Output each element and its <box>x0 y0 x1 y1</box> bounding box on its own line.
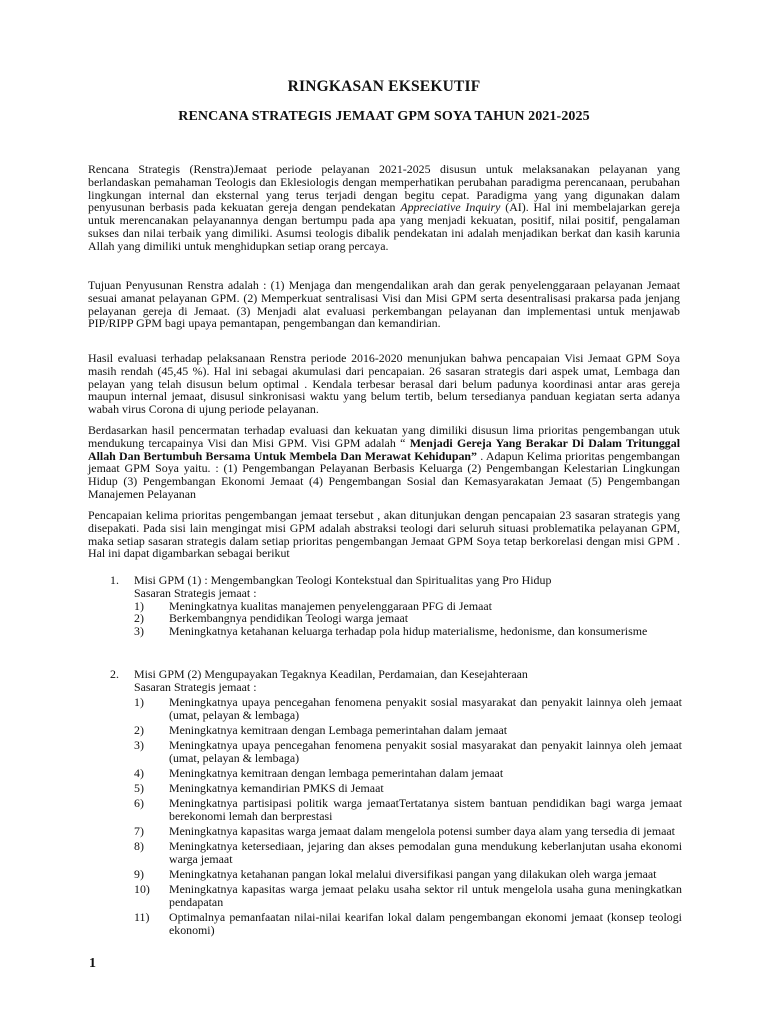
list-item-number: 3) <box>134 737 144 752</box>
misi-title: Misi GPM (1) : Mengembangkan Teologi Kontekstual dan Spiritualitas yang Pro Hidup <box>134 573 552 587</box>
list-item <box>110 911 682 937</box>
page-number: 1 <box>89 956 96 971</box>
list-item-number: 7) <box>134 823 144 838</box>
paragraph-hasil-evaluasi: Hasil evaluasi terhadap pelaksanaan Renstra periode 2016-2020 menunjukan bahwa pencapaian Visi Jemaat GPM Soya masih rendah (45,45 %). Hal ini sebagai akumulasi dari pencapaian. 26 sasaran strategis dari aspek umat, Lembaga dan pelayan yang telah disusun belum optimal . Kendala terbesar berasal dari belum padunya koordinasi antar aras gereja maupun internal jemaat, disusul sinkronisasi waktu yang belum tertib, belum tersedianya panduan kegiatan serta adanya wabah virus Corona di ujung periode pelayanan. <box>88 351 680 417</box>
paragraph-text: . Adapun Kelima prioritas pengembangan jemaat GPM Soya yaitu. : (1) Pengembangan Pelayanan Berbasis Keluarga (2) Pengembangan Kelestarian Lingkungan Hidup (3) Pengembangan Ekonomi Jemaat (4) Pengembangan Sosial dan Kemasyarakatan Jemaat (5) Pengembangan Manajemen Pelayanan <box>88 448 680 501</box>
list-item-text: Meningkatnya kapasitas warga jemaat dalam mengelola potensi sumber daya alam yang tersedia di jemaat <box>169 823 675 838</box>
paragraph-text: Rencana Strategis (Renstra)Jemaat periode pelayanan 2021-2025 disusun untuk melaksanakan pelayanan yang berlandaskan pemahaman Teologis dan Eklesiologis dengan memperhatikan perubahan paradigma perencanaan, perubahan lingkungan internal dan eksternal yang terus terjadi dengan begitu cepat. Paradigma yang yang digunakan dalam penyusunan berbasis pada kekuatan gereja dengan pendekatan <box>88 162 680 215</box>
sasaran-label: Sasaran Strategis jemaat : <box>134 679 257 694</box>
list-item-text: Meningkatnya kemitraan dengan Lembaga pemerintahan dalam jemaat <box>169 722 508 737</box>
list-item <box>110 782 682 795</box>
list-item <box>110 825 682 838</box>
misi-number: 2. <box>110 667 119 681</box>
list-item <box>110 739 682 765</box>
misi-number: 1. <box>110 573 119 587</box>
paragraph-text: (AI). Hal ini membelajarkan gereja untuk merencanakan pelayanannya dengan bertumpu pada apa yang menjadi kekuatan, positif, nilai positif, pengalaman sukses dan nilai terbaik yang dimiliki. Asumsi teologis dibalik pendekatan ini adalah menjadikan berkat dan kasih karunia Allah yang dimiliki untuk menghidupkan setiap orang percaya. <box>88 200 680 253</box>
list-item-number: 1) <box>134 598 144 613</box>
list-item-text: Meningkatnya kemandirian PMKS di Jemaat <box>169 780 384 795</box>
document-title: RINGKASAN EKSEKUTIF <box>287 78 481 95</box>
list-item <box>110 724 682 737</box>
list-item-text: Meningkatnya upaya pencegahan fenomena penyakit sosial masyarakat dan penyakit lainnya oleh jemaat (umat, pelayan & lembaga) <box>169 737 682 765</box>
list-item <box>110 840 682 866</box>
list-item-text: Meningkatnya kapasitas warga jemaat pelaku usaha sektor ril untuk mengelola usaha guna meningkatkan pendapatan <box>169 881 682 909</box>
list-item <box>110 797 682 823</box>
paragraph-prioritas <box>88 424 680 501</box>
list-item-number: 11) <box>134 909 150 924</box>
list-item <box>110 625 682 638</box>
list-item-text: Meningkatnya upaya pencegahan fenomena penyakit sosial masyarakat dan penyakit lainnya oleh jemaat (umat, pelayan & lembaga) <box>169 694 682 722</box>
list-item-number: 6) <box>134 795 144 810</box>
list-item-text: Berkembangnya pendidikan Teologi warga jemaat <box>169 611 409 626</box>
paragraph-renstra-intro <box>88 163 680 253</box>
list-item <box>110 868 682 881</box>
misi-heading <box>110 574 682 587</box>
list-item-number: 9) <box>134 866 144 881</box>
misi-title: Misi GPM (2) Mengupayakan Tegaknya Keadilan, Perdamaian, dan Kesejahteraan <box>134 667 528 681</box>
list-item-text: Optimalnya pemanfaatan nilai-nilai kearifan lokal dalam pengembangan ekonomi jemaat (konsep teologi ekonomi) <box>169 909 682 937</box>
sasaran-label: Sasaran Strategis jemaat : <box>134 585 257 600</box>
list-item-number: 2) <box>134 722 144 737</box>
list-item-number: 8) <box>134 838 144 853</box>
list-item-text: Meningkatnya kemitraan dengan lembaga pemerintahan dalam jemaat <box>169 765 504 780</box>
list-item-number: 5) <box>134 780 144 795</box>
misi-heading <box>110 668 682 681</box>
list-item-text: Meningkatnya partisipasi politik warga jemaatTertatanya sistem bantuan pendidikan bagi warga jemaat berekonomi lemah dan berprestasi <box>169 795 682 823</box>
visi-gpm-statement: Menjadi Gereja Yang Berakar Di Dalam Tritunggal Allah Dan Bertumbuh Bersama Untuk Membela Dan Merawat Kehidupan” <box>88 435 680 463</box>
list-item-number: 4) <box>134 765 144 780</box>
list-item-text: Meningkatnya ketahanan pangan lokal melalui diversifikasi pangan yang dilakukan oleh warga jemaat <box>169 866 657 881</box>
list-item-text: Meningkatnya ketersediaan, jejaring dan akses pemodalan guna mendukung keberlanjutan usaha ekonomi warga jemaat <box>169 838 682 866</box>
list-item-text: Meningkatnya ketahanan keluarga terhadap pola hidup materialisme, hedonisme, dan konsumerisme <box>169 624 648 639</box>
sasaran-list <box>110 600 682 638</box>
misi-section-1 <box>110 574 682 638</box>
paragraph-text: Berdasarkan hasil pencermatan terhadap evaluasi dan kekuatan yang dimiliki disusun lima prioritas pengembangan utuk mendukung tercapainya Visi dan Misi GPM. Visi GPM adalah “ <box>88 423 680 450</box>
appreciative-inquiry-term: Appreciative Inquiry <box>400 200 501 215</box>
misi-section-2 <box>110 668 682 936</box>
list-item-number: 10) <box>134 881 150 896</box>
list-item <box>110 883 682 909</box>
list-item-number: 1) <box>134 694 144 709</box>
list-item-number: 3) <box>134 624 144 639</box>
sasaran-list <box>110 696 682 937</box>
document-subtitle: RENCANA STRATEGIS JEMAAT GPM SOYA TAHUN 2021-2025 <box>178 109 590 124</box>
list-item-text: Meningkatnya kualitas manajemen penyelenggaraan PFG di Jemaat <box>169 598 492 613</box>
list-item-number: 2) <box>134 611 144 626</box>
list-item <box>110 767 682 780</box>
list-item <box>110 696 682 722</box>
paragraph-pencapaian: Pencapaian kelima prioritas pengembangan jemaat tersebut , akan ditunjukan dengan pencapaian 23 sasaran strategis yang disepakati. Pada sisi lain mengingat misi GPM adalah abstraksi teologi dari seluruh situasi problematika pelayanan GPM, maka setiap sasaran strategis dalam setiap prioritas pengembangan Jemaat GPM Soya tetap berkorelasi dengan misi GPM . Hal ini dapat digambarkan sebagai berikut <box>88 508 680 561</box>
paragraph-tujuan: Tujuan Penyusunan Renstra adalah : (1) Menjaga dan mengendalikan arah dan gerak penyelenggaraan pelayanan Jemaat sesuai amanat pelayanan GPM. (2) Memperkuat sentralisasi Visi dan Misi GPM serta desentralisasi prakarsa pada jenjang pelayanan gereja di Jemaat. (3) Menjadi alat evaluasi perkembangan pelayanan dan implementasi untuk menjawab PIP/RIPP GPM bagi upaya pemantapan, pengembangan dan kemandirian. <box>88 278 680 331</box>
